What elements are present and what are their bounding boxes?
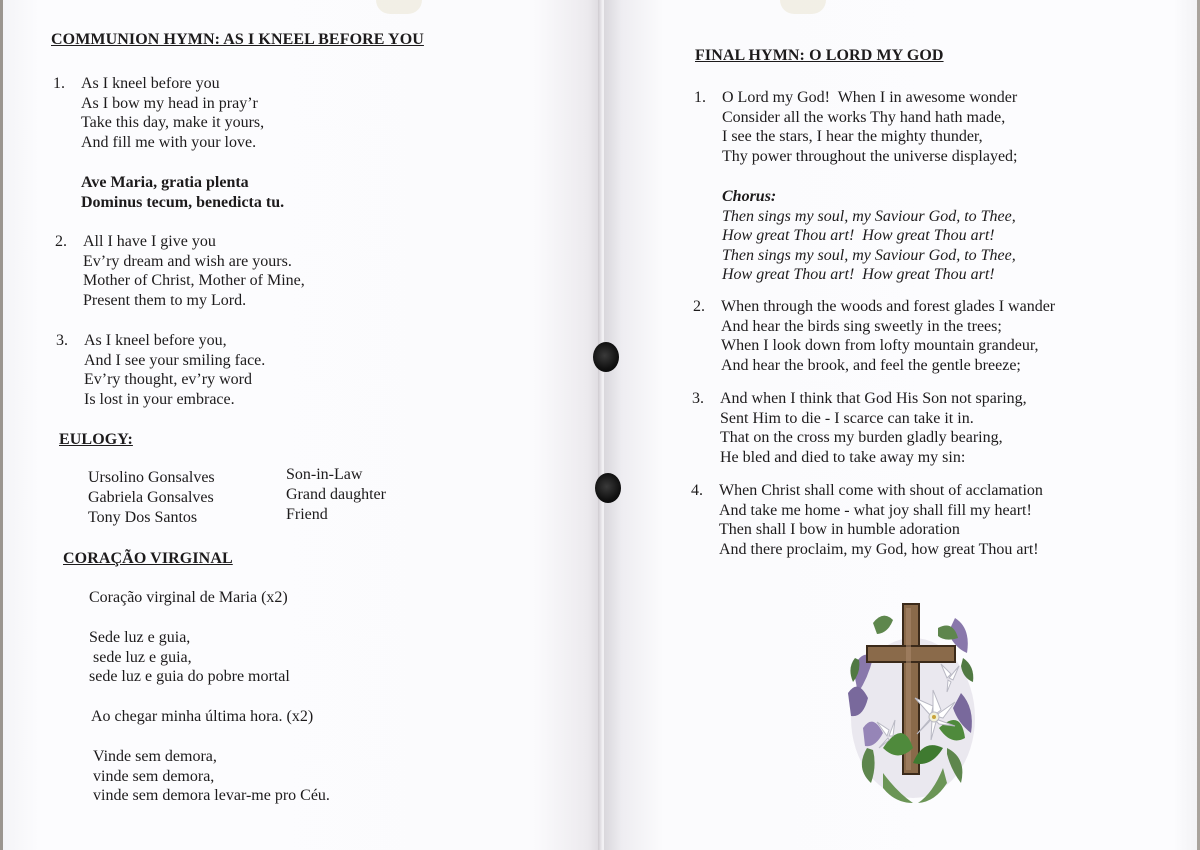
verse-line: Then shall I bow in humble adoration xyxy=(719,521,960,538)
ave-maria-refrain xyxy=(81,173,284,212)
verse-number: 4. xyxy=(691,482,703,499)
verse-line: As I bow my head in pray’r xyxy=(81,94,258,112)
eulogist-name: Gabriela Gonsalves xyxy=(88,489,214,506)
song-line: Coração virginal de Maria (x2) xyxy=(89,589,288,606)
verse-line: Present them to my Lord. xyxy=(83,291,247,309)
chorus-label: Chorus: xyxy=(722,188,777,205)
eulogist-relation: Friend xyxy=(286,506,328,523)
eulogist-relation: Son-in-Law xyxy=(286,466,363,483)
verse-line: Is lost in your embrace. xyxy=(84,390,235,408)
eulogist-name: Tony Dos Santos xyxy=(88,509,198,526)
chorus-line: Then sings my soul, my Saviour God, to Thee, xyxy=(722,246,1016,264)
verse-line: Take this day, make it yours, xyxy=(81,114,265,131)
paper-tab xyxy=(376,0,422,14)
chorus-block xyxy=(722,187,1016,285)
verse-number: 2. xyxy=(693,298,705,315)
coracao-stanza-2 xyxy=(89,628,290,687)
verse-line: That on the cross my burden gladly bearing, xyxy=(720,429,1003,446)
eulogist-name: Ursolino Gonsalves xyxy=(88,469,215,486)
verse-line: Thy power throughout the universe displayed; xyxy=(722,147,1018,165)
verse-number: 1. xyxy=(694,89,706,106)
verse-line: Ev’ry dream and wish are yours. xyxy=(83,252,292,270)
chorus-line: How great Thou art! How great Thou art! xyxy=(722,227,995,244)
verse-line: I see the stars, I hear the mighty thunder, xyxy=(722,128,983,145)
verse-number: 1. xyxy=(53,75,65,92)
verse-line: When I look down from lofty mountain grandeur, xyxy=(721,337,1039,354)
song-line: sede luz e guia, xyxy=(89,648,192,666)
communion-verse-1 xyxy=(53,74,264,152)
binder-hole xyxy=(595,473,621,503)
verse-line: As I kneel before you xyxy=(81,75,220,92)
verse-line: And take me home - what joy shall fill my heart! xyxy=(719,501,1032,519)
verse-line: And I see your smiling face. xyxy=(84,351,266,369)
refrain-line: Ave Maria, gratia plenta xyxy=(81,174,249,191)
verse-line: And hear the birds sing sweetly in the trees; xyxy=(721,317,1002,335)
song-line: Ao chegar minha última hora. (x2) xyxy=(91,708,314,725)
communion-verse-2 xyxy=(55,232,305,310)
verse-number: 2. xyxy=(55,233,67,250)
verse-number: 3. xyxy=(692,390,704,407)
coracao-stanza-3 xyxy=(91,707,313,727)
verse-line: And hear the brook, and feel the gentle breeze; xyxy=(721,356,1021,374)
final-verse-3 xyxy=(692,389,1027,467)
coracao-stanza-1 xyxy=(89,588,288,608)
coracao-stanza-4 xyxy=(93,747,330,806)
verse-line: As I kneel before you, xyxy=(84,332,227,349)
eulogy-title: EULOGY: xyxy=(59,431,133,448)
binder-hole xyxy=(593,342,619,372)
verse-line: All I have I give you xyxy=(83,233,216,250)
song-line: vinde sem demora levar-me pro Céu. xyxy=(93,787,330,804)
verse-line: And when I think that God His Son not sparing, xyxy=(720,390,1027,407)
chorus-line: How great Thou art! How great Thou art! xyxy=(722,266,995,283)
final-hymn-title: FINAL HYMN: O LORD MY GOD xyxy=(695,47,944,64)
final-verse-2 xyxy=(693,297,1055,375)
refrain-line: Dominus tecum, benedicta tu. xyxy=(81,193,285,211)
verse-number: 3. xyxy=(56,332,68,349)
verse-line: When Christ shall come with shout of acclamation xyxy=(719,482,1043,499)
song-line: vinde sem demora, xyxy=(93,767,215,785)
verse-line: O Lord my God! When I in awesome wonder xyxy=(722,89,1018,106)
communion-verse-3 xyxy=(56,331,265,409)
song-line: Vinde sem demora, xyxy=(93,748,217,765)
verse-line: And there proclaim, my God, how great Thou art! xyxy=(719,540,1039,558)
final-verse-1 xyxy=(694,88,1018,166)
verse-line: Sent Him to die - I scarce can take it in. xyxy=(720,409,974,427)
eulogy-names xyxy=(88,468,215,528)
communion-hymn-title: COMMUNION HYMN: AS I KNEEL BEFORE YOU xyxy=(51,31,424,48)
verse-line: Mother of Christ, Mother of Mine, xyxy=(83,272,305,289)
paper-tab xyxy=(780,0,826,14)
cross-with-lilies-icon xyxy=(843,598,983,810)
song-line: Sede luz e guia, xyxy=(89,629,191,646)
coracao-virginal-title: CORAÇÃO VIRGINAL xyxy=(63,550,233,567)
verse-line: And fill me with your love. xyxy=(81,133,257,151)
song-line: sede luz e guia do pobre mortal xyxy=(89,668,290,685)
verse-line: He bled and died to take away my sin: xyxy=(720,448,966,466)
verse-line: Consider all the works Thy hand hath made, xyxy=(722,108,1006,126)
verse-line: Ev’ry thought, ev’ry word xyxy=(84,371,252,388)
eulogist-relation: Grand daughter xyxy=(286,486,386,503)
verse-line: When through the woods and forest glades I wander xyxy=(721,298,1056,315)
eulogy-relations xyxy=(286,465,386,525)
final-verse-4 xyxy=(691,481,1043,559)
chorus-line: Then sings my soul, my Saviour God, to Thee, xyxy=(722,207,1016,225)
